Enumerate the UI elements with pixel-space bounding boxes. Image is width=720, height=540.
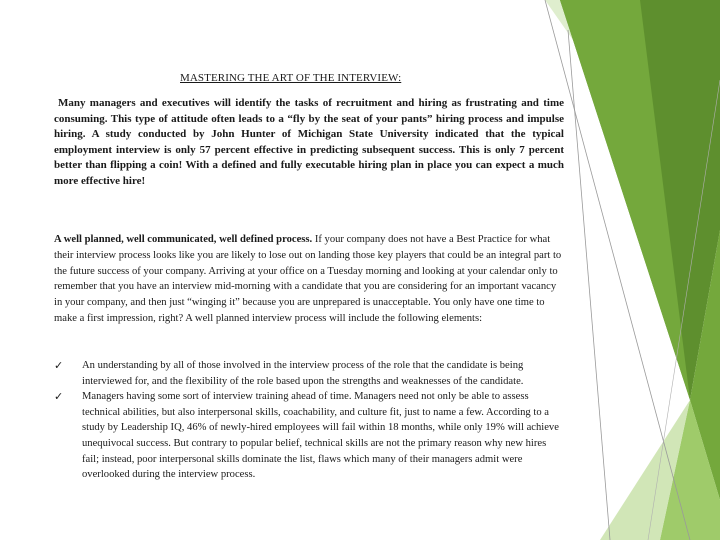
list-item [54, 389, 564, 483]
process-lead: A well planned, well communicated, well defined process. [54, 234, 313, 245]
checklist [54, 358, 564, 483]
list-item-text: Managers having some sort of interview training ahead of time. Managers need not only be able to assess technical abilities, but also interpersonal skills, coachability, and culture fit, just to name a few. According to a study by Leadership IQ, 46% of newly-hired employees will fail within 18 months, while only 19% will achieve unequivocal success. But contrary to popular belief, technical skills are not the primary reason why new hires fail; instead, poor interpersonal skills dominate the list, flaws which many of their managers admit were overlooked during the interview process. [82, 391, 559, 481]
checkmark-icon: ✓ [54, 359, 64, 372]
list-item [54, 358, 564, 389]
list-item-text: An understanding by all of those involved in the interview process of the role that the candidate is being interviewed for, and the flexibility of the role based upon the strengths and weaknesses of the candidate. [82, 360, 524, 387]
intro-paragraph: Many managers and executives will identify the tasks of recruitment and hiring as frustrating and time consuming. This type of attitude often leads to a “fly by the seat of your pants” hiring process and impulse hiring. A study conducted by John Hunter of Michigan State University indicated that the typical employment interview is only 57 percent effective in predicting subsequent success. This is only 7 percent better than flipping a coin! With a defined and fully executable hiring plan in place you can expect a much more effective hire! [54, 97, 564, 187]
process-body: If your company does not have a Best Practice for what their interview process looks like you are likely to lose out on landing those key players that could be an integral part to the future success of your company. Arriving at your office on a Tuesday morning and looking at your calendar only to remember that you have an interview mid-morning with a candidate that you are considering for an important vacancy in your company, and then just “winging it” because you are unprepared is unacceptable. You only have one time to make a first impression, right? A well planned interview process will include the following elements: [54, 234, 562, 324]
checkmark-icon: ✓ [54, 390, 64, 404]
process-paragraph [54, 232, 564, 327]
document-title: MASTERING THE ART OF THE INTERVIEW: [180, 72, 402, 84]
